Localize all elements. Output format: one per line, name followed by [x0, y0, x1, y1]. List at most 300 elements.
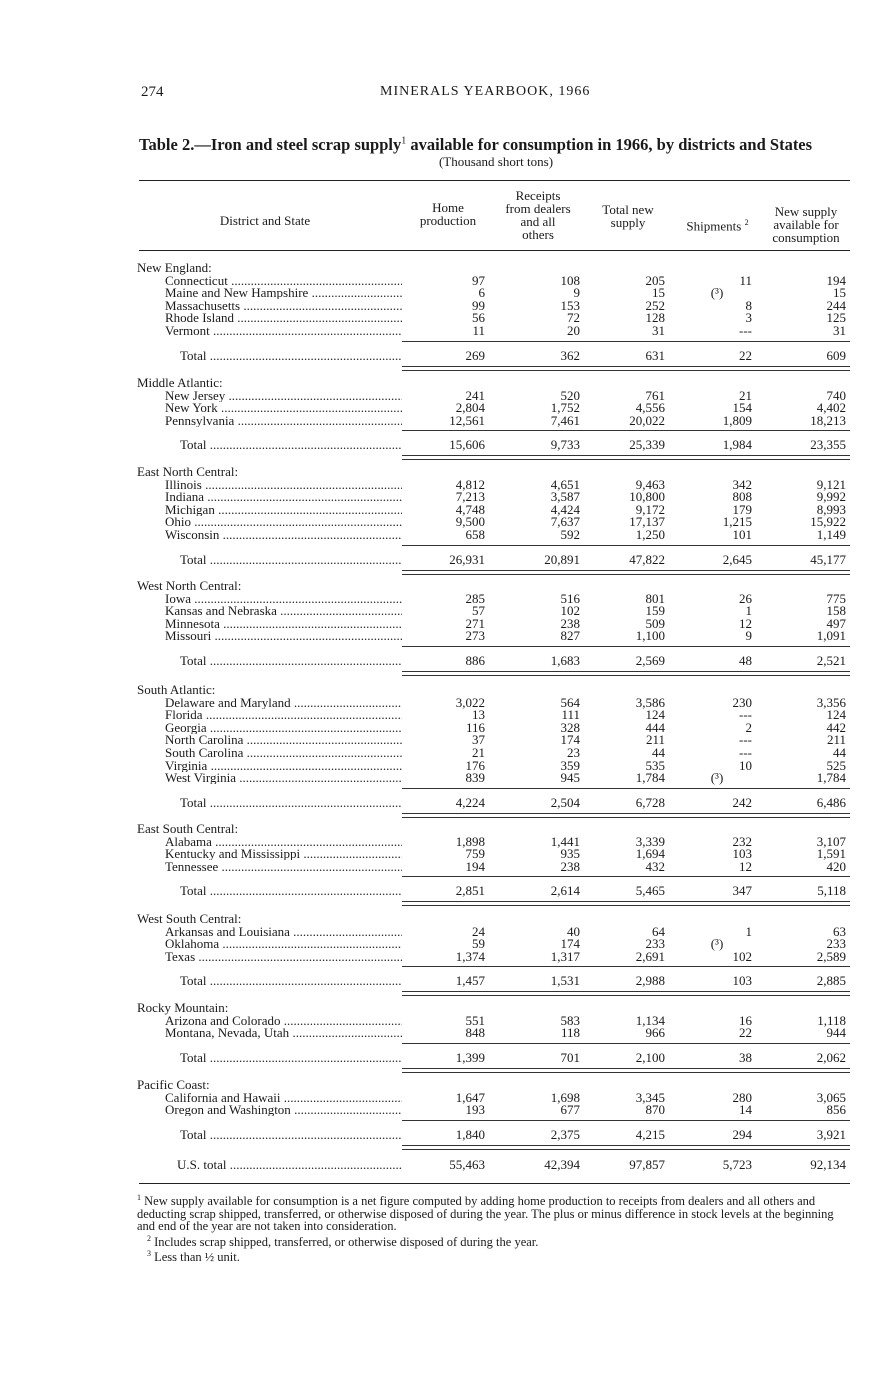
row-label: Maine and New Hampshire .....: [165, 287, 402, 299]
total-label: Total .....: [180, 655, 402, 667]
row-col-3: 205: [645, 272, 665, 288]
row-col-1: 9,500: [455, 514, 485, 530]
row-col-5: 3,065: [816, 1089, 846, 1105]
row-col-1: 11: [472, 323, 485, 338]
total-col-1: 4,224: [455, 794, 485, 810]
row-col-1: 273: [465, 628, 485, 644]
footnote-1: $^1$ New supply available for consumption is a net figure computed by adding home production to receipts from dealers and all others and deducting scrap shipped, transferred, or otherwise disposed of during the year. The plus or minus difference in stock levels at the beginning and end of the year are not taken into consideration.: [137, 1193, 834, 1234]
top-rule: [139, 180, 850, 181]
row-col-1: 658: [465, 527, 485, 542]
total-col-2: 1,531: [550, 973, 580, 989]
group-heading: Pacific Coast:: [137, 1077, 210, 1092]
row-col-1: 176: [465, 757, 485, 773]
row-col-2: 3,587: [550, 489, 580, 505]
us-total-col-3: 97,857: [629, 1157, 665, 1172]
us-total-col-5: 92,134: [810, 1157, 846, 1172]
row-col-4: 808: [732, 489, 752, 505]
row-col-3: 761: [645, 387, 665, 403]
total-col-1: 2,851: [455, 883, 485, 899]
row-col-5: 3,356: [816, 694, 846, 710]
total-col-4: 294: [732, 1126, 752, 1142]
row-col-5: 31: [833, 323, 846, 338]
row-col-5: 125: [826, 310, 846, 326]
total-double-rule: [402, 366, 850, 371]
total-col-4: 103: [732, 973, 752, 989]
total-double-rule: [402, 1068, 850, 1073]
row-label: California and Hawaii .....: [165, 1092, 402, 1104]
row-col-5: 8,993: [816, 501, 846, 517]
row-col-2: 20: [567, 323, 580, 338]
row-col-3: 4,556: [635, 400, 665, 416]
row-label: Illinois .....: [165, 479, 402, 491]
row-col-4: 280: [732, 1089, 752, 1105]
row-col-1: 56: [472, 310, 485, 326]
row-col-5: 1,118: [817, 1012, 846, 1028]
group-heading: East South Central:: [137, 821, 239, 836]
total-col-5: 2,062: [816, 1049, 846, 1065]
total-col-5: 2,521: [816, 653, 846, 668]
row-col-3: 444: [645, 719, 665, 735]
footnote-2: $^2$ Includes scrap shipped, transferred, or otherwise disposed of during the year.: [147, 1233, 539, 1249]
row-label: Connecticut .....: [165, 275, 402, 287]
row-col-5: 525: [826, 757, 846, 773]
row-col-3: 9,172: [635, 501, 665, 517]
row-label: Florida .....: [165, 709, 402, 721]
col-header-new-supply: New supply available for consumption: [772, 204, 840, 245]
row-col-1: 194: [465, 858, 485, 874]
total-label: Total .....: [180, 554, 402, 566]
row-col-4: (³): [710, 285, 724, 301]
total-col-1: 26,931: [449, 551, 485, 567]
row-col-2: 23: [567, 745, 580, 760]
row-label: New York .....: [165, 402, 402, 414]
row-label: Vermont .....: [165, 325, 402, 337]
group-heading: New England:: [137, 260, 212, 275]
row-col-1: 839: [465, 770, 485, 786]
row-label: Delaware and Maryland .....: [165, 697, 402, 709]
row-col-4: 16: [739, 1012, 752, 1028]
total-col-2: 20,891: [544, 551, 580, 567]
row-col-2: 564: [560, 694, 580, 710]
row-col-5: 244: [826, 297, 846, 313]
row-col-3: 535: [645, 757, 665, 773]
row-label: Wisconsin .....: [165, 529, 402, 541]
running-head: MINERALS YEARBOOK, 1966: [380, 84, 591, 99]
total-col-1: 15,606: [449, 437, 485, 453]
row-col-4: 22: [739, 1025, 752, 1041]
total-col-2: 701: [560, 1049, 580, 1065]
row-col-4: 232: [732, 833, 752, 849]
total-col-2: 2,614: [550, 883, 580, 899]
row-label: West Virginia .....: [165, 772, 402, 784]
row-label: Rhode Island .....: [165, 312, 402, 324]
row-col-5: 124: [826, 707, 846, 723]
row-label: Oklahoma .....: [165, 938, 402, 950]
row-label: Virginia .....: [165, 760, 402, 772]
total-col-3: 2,988: [635, 973, 665, 989]
subtotal-rule: [402, 788, 850, 789]
total-col-1: 269: [465, 347, 485, 363]
row-col-2: 174: [560, 732, 580, 748]
row-label: Missouri .....: [165, 630, 402, 642]
row-col-3: 3,339: [635, 833, 665, 849]
total-double-rule: [402, 455, 850, 460]
total-label: Total .....: [180, 1052, 402, 1064]
row-col-5: 740: [826, 387, 846, 403]
row-col-4: 342: [732, 476, 752, 492]
total-col-1: 1,399: [455, 1049, 485, 1065]
row-label: Tennessee .....: [165, 861, 402, 873]
row-col-2: 516: [560, 590, 580, 606]
row-col-4: 102: [732, 948, 752, 964]
row-col-3: 233: [645, 936, 665, 952]
group-heading: South Atlantic:: [137, 682, 216, 697]
row-col-2: 1,317: [550, 948, 580, 964]
row-col-5: 420: [826, 858, 846, 874]
total-double-rule: [402, 1145, 850, 1150]
bottom-rule: [139, 1183, 850, 1184]
total-col-3: 25,339: [629, 437, 665, 453]
total-label: Total .....: [180, 350, 402, 362]
row-col-2: 935: [560, 846, 580, 862]
row-label: Montana, Nevada, Utah .....: [165, 1027, 402, 1039]
row-col-3: 1,134: [635, 1012, 665, 1028]
row-col-2: 102: [560, 603, 580, 619]
row-label: Alabama .....: [165, 836, 402, 848]
row-col-5: 15: [833, 285, 846, 301]
total-label: Total .....: [180, 797, 402, 809]
row-label: Pennsylvania .....: [165, 415, 402, 427]
row-col-5: 194: [826, 272, 846, 288]
row-col-4: 2: [745, 719, 752, 735]
row-label: Arizona and Colorado .....: [165, 1015, 402, 1027]
col-header-district: District and State: [219, 213, 311, 228]
subtotal-rule: [402, 545, 850, 546]
row-col-5: 1,591: [816, 846, 846, 862]
row-col-1: 12,561: [449, 412, 485, 428]
total-col-3: 6,728: [635, 794, 665, 810]
row-col-3: 432: [645, 858, 665, 874]
total-col-1: 886: [465, 653, 485, 668]
row-col-5: 1,091: [816, 628, 846, 644]
total-col-4: 242: [732, 794, 752, 810]
subtotal-rule: [402, 1120, 850, 1121]
row-col-2: 40: [567, 923, 580, 939]
row-col-3: 124: [645, 707, 665, 723]
row-col-1: 1,374: [455, 948, 485, 964]
row-col-1: 7,213: [455, 489, 485, 505]
total-col-4: 2,645: [722, 551, 752, 567]
row-col-3: 9,463: [635, 476, 665, 492]
row-col-2: 520: [560, 387, 580, 403]
row-col-2: 1,752: [550, 400, 580, 416]
total-double-rule: [402, 901, 850, 906]
row-col-4: ---: [739, 745, 752, 760]
row-col-5: 442: [826, 719, 846, 735]
row-col-3: 211: [645, 732, 665, 748]
row-col-1: 3,022: [455, 694, 485, 710]
row-col-4: 103: [732, 846, 752, 862]
col-header-receipts: Receipts from dealers and all others: [505, 188, 571, 242]
row-col-2: 945: [560, 770, 580, 786]
total-col-2: 2,504: [550, 794, 580, 810]
subtotal-rule: [402, 646, 850, 647]
total-col-4: 48: [739, 653, 752, 668]
row-col-1: 271: [465, 615, 485, 631]
row-col-4: 9: [745, 628, 752, 644]
total-col-2: 2,375: [550, 1126, 580, 1142]
row-col-2: 153: [560, 297, 580, 313]
group-heading: Rocky Mountain:: [137, 1000, 229, 1015]
total-col-5: 5,118: [817, 883, 846, 899]
row-col-4: (³): [710, 936, 724, 952]
row-col-3: 2,691: [635, 948, 665, 964]
row-col-1: 2,804: [455, 400, 485, 416]
row-col-1: 21: [472, 745, 485, 760]
row-label: North Carolina .....: [165, 734, 402, 746]
row-col-2: 1,698: [550, 1089, 580, 1105]
total-double-rule: [402, 570, 850, 575]
row-col-5: 497: [826, 615, 846, 631]
total-label: Total .....: [180, 975, 402, 987]
row-col-4: 230: [732, 694, 752, 710]
row-col-2: 238: [560, 615, 580, 631]
row-col-5: 15,922: [810, 514, 846, 530]
row-col-4: 21: [739, 387, 752, 403]
group-heading: East North Central:: [137, 464, 239, 479]
row-col-3: 3,345: [635, 1089, 665, 1105]
row-col-3: 1,100: [635, 628, 665, 644]
total-col-3: 2,569: [635, 653, 665, 668]
row-col-1: 551: [465, 1012, 485, 1028]
row-col-4: 1: [745, 603, 752, 619]
col-header-home: Home production: [419, 200, 477, 228]
row-col-3: 966: [645, 1025, 665, 1041]
subtotal-rule: [402, 1043, 850, 1044]
row-label: Kentucky and Mississippi .....: [165, 848, 402, 860]
row-col-1: 6: [478, 285, 485, 301]
subtotal-rule: [402, 430, 850, 431]
row-col-1: 1,898: [455, 833, 485, 849]
group-heading: West South Central:: [137, 911, 242, 926]
row-col-5: 158: [826, 603, 846, 619]
header-rule: [139, 250, 850, 251]
row-col-5: 944: [826, 1025, 846, 1041]
total-double-rule: [402, 991, 850, 996]
row-label: Ohio .....: [165, 516, 402, 528]
page-number: 274: [141, 84, 164, 100]
row-col-5: 3,107: [816, 833, 846, 849]
row-col-4: 12: [739, 615, 752, 631]
row-label: Kansas and Nebraska .....: [165, 605, 402, 617]
row-col-5: 2,589: [816, 948, 846, 964]
row-label: Indiana .....: [165, 491, 402, 503]
row-col-2: 7,637: [550, 514, 580, 530]
row-col-2: 108: [560, 272, 580, 288]
row-label: Texas .....: [165, 951, 402, 963]
row-col-2: 677: [560, 1102, 580, 1118]
row-col-4: 1,215: [722, 514, 752, 530]
row-col-4: 14: [739, 1102, 752, 1118]
row-col-4: 10: [739, 757, 752, 773]
us-total-col-4: 5,723: [722, 1157, 752, 1172]
row-col-1: 37: [472, 732, 485, 748]
row-col-1: 116: [465, 719, 485, 735]
total-label: Total .....: [180, 1129, 402, 1141]
row-col-4: 154: [732, 400, 752, 416]
group-heading: West North Central:: [137, 578, 242, 593]
row-col-3: 3,586: [635, 694, 665, 710]
footnotes: [137, 1192, 850, 1264]
row-label: New Jersey .....: [165, 390, 402, 402]
row-col-2: 1,441: [550, 833, 580, 849]
row-label: Iowa .....: [165, 593, 402, 605]
total-label: Total .....: [180, 439, 402, 451]
row-label: Massachusetts .....: [165, 300, 402, 312]
total-col-3: 47,822: [629, 551, 665, 567]
row-col-4: ---: [739, 707, 752, 723]
row-col-3: 44: [652, 745, 665, 760]
row-col-5: 9,992: [816, 489, 846, 505]
row-col-3: 509: [645, 615, 665, 631]
row-col-5: 1,784: [816, 770, 846, 786]
row-col-5: 775: [826, 590, 846, 606]
row-col-1: 24: [472, 923, 485, 939]
row-col-4: 101: [732, 527, 752, 542]
row-col-2: 174: [560, 936, 580, 952]
row-col-3: 870: [645, 1102, 665, 1118]
us-total-label: U.S. total .....: [177, 1159, 402, 1171]
row-col-5: 856: [826, 1102, 846, 1118]
row-label: Michigan .....: [165, 504, 402, 516]
row-col-4: 12: [739, 858, 752, 874]
row-col-5: 63: [833, 923, 846, 939]
table-subtitle: (Thousand short tons): [438, 154, 554, 169]
row-col-2: 7,461: [550, 412, 580, 428]
row-col-3: 252: [645, 297, 665, 313]
row-label: Minnesota .....: [165, 618, 402, 630]
total-col-2: 9,733: [550, 437, 580, 453]
group-heading: Middle Atlantic:: [137, 375, 223, 390]
row-col-5: 211: [826, 732, 846, 748]
subtotal-rule: [402, 966, 850, 967]
row-label: Arkansas and Louisiana .....: [165, 926, 402, 938]
total-col-5: 45,177: [810, 551, 846, 567]
row-col-2: 592: [560, 527, 580, 542]
total-col-5: 6,486: [816, 794, 846, 810]
total-col-2: 1,683: [550, 653, 580, 668]
row-col-1: 285: [465, 590, 485, 606]
row-col-5: 1,149: [816, 527, 846, 542]
row-col-3: 31: [652, 323, 665, 338]
row-col-1: 759: [465, 846, 485, 862]
row-label: Oregon and Washington .....: [165, 1104, 402, 1116]
row-col-2: 328: [560, 719, 580, 735]
row-col-3: 15: [652, 285, 665, 301]
row-col-5: 4,402: [816, 400, 846, 416]
row-col-5: 233: [826, 936, 846, 952]
row-col-5: 9,121: [816, 476, 846, 492]
row-col-3: 159: [645, 603, 665, 619]
row-col-3: 1,694: [635, 846, 665, 862]
row-col-4: 179: [732, 501, 752, 517]
footnote-3: $^3$ Less than ½ unit.: [147, 1249, 240, 1265]
row-label: South Carolina .....: [165, 747, 402, 759]
row-col-1: 1,647: [455, 1089, 485, 1105]
row-col-5: 18,213: [810, 412, 846, 428]
total-label: Total .....: [180, 885, 402, 897]
row-col-1: 97: [472, 272, 485, 288]
row-label: Georgia .....: [165, 722, 402, 734]
row-col-3: 801: [645, 590, 665, 606]
row-col-3: 1,784: [635, 770, 665, 786]
us-total-col-2: 42,394: [544, 1157, 580, 1172]
row-col-4: ---: [739, 323, 752, 338]
row-col-2: 111: [561, 707, 580, 723]
row-col-3: 17,137: [629, 514, 665, 530]
total-col-5: 2,885: [816, 973, 846, 989]
row-col-1: 193: [465, 1102, 485, 1118]
table-title: Table 2.—Iron and steel scrap supply$^1$ available for consumption in 1966, by districts and States: [139, 135, 813, 154]
row-col-2: 118: [560, 1025, 580, 1041]
total-col-4: 347: [732, 883, 752, 899]
total-col-4: 22: [739, 347, 752, 363]
total-col-2: 362: [560, 347, 580, 363]
row-col-3: 20,022: [629, 412, 665, 428]
row-col-2: 827: [560, 628, 580, 644]
row-col-2: 9: [573, 285, 580, 301]
row-col-3: 10,800: [629, 489, 665, 505]
col-header-shipments: Shipments $^2$: [686, 218, 749, 234]
row-col-2: 238: [560, 858, 580, 874]
total-col-3: 631: [645, 347, 665, 363]
row-col-1: 59: [472, 936, 485, 952]
subtotal-rule: [402, 341, 850, 342]
row-col-1: 57: [472, 603, 485, 619]
total-col-1: 1,840: [455, 1126, 485, 1142]
row-col-2: 4,651: [550, 476, 580, 492]
total-col-4: 1,984: [722, 437, 752, 453]
total-col-1: 1,457: [455, 973, 485, 989]
row-col-4: 1: [745, 923, 752, 939]
row-col-3: 1,250: [635, 527, 665, 542]
row-col-1: 13: [472, 707, 485, 723]
total-col-5: 3,921: [816, 1126, 846, 1142]
row-col-2: 72: [567, 310, 580, 326]
row-col-3: 64: [652, 923, 665, 939]
row-col-5: 44: [833, 745, 846, 760]
col-header-total-new: Total new supply: [602, 202, 654, 230]
row-col-1: 4,748: [455, 501, 485, 517]
total-double-rule: [402, 813, 850, 818]
total-col-3: 2,100: [635, 1049, 665, 1065]
total-col-5: 23,355: [810, 437, 846, 453]
row-col-1: 241: [465, 387, 485, 403]
row-col-2: 4,424: [550, 501, 580, 517]
row-col-4: 8: [745, 297, 752, 313]
total-double-rule: [402, 671, 850, 676]
row-col-3: 128: [645, 310, 665, 326]
total-col-3: 5,465: [635, 883, 665, 899]
total-col-3: 4,215: [635, 1126, 665, 1142]
row-col-1: 99: [472, 297, 485, 313]
total-col-4: 38: [739, 1049, 752, 1065]
row-col-1: 4,812: [455, 476, 485, 492]
row-col-4: 3: [745, 310, 752, 326]
subtotal-rule: [402, 876, 850, 877]
row-col-4: ---: [739, 732, 752, 748]
row-col-2: 359: [560, 757, 580, 773]
